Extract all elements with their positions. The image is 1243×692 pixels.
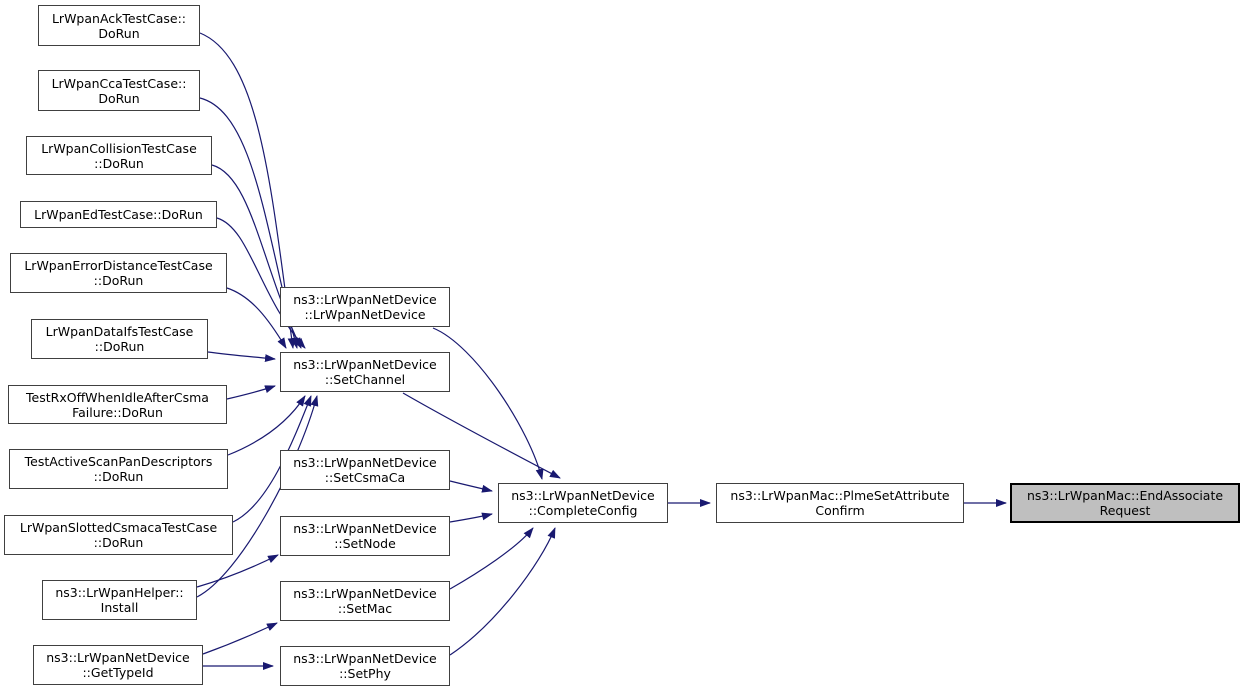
node-lrwpan-netdevice-completeconfig[interactable] [498, 483, 668, 523]
edge-activescan-to-setchannel [228, 396, 305, 455]
node-lrwpan-netdevice-constructor[interactable] [280, 287, 450, 327]
node-label-line: ::DoRun [93, 273, 144, 288]
node-lrwpan-ack-testcase-dorun[interactable] [38, 5, 200, 46]
node-label-line: ns3::LrWpanHelper:: [55, 585, 184, 600]
node-label-line: Confirm [815, 503, 865, 518]
node-lrwpanmac-endassociaterequest [1010, 483, 1240, 523]
node-label-line: ::SetPhy [339, 666, 391, 681]
node-label-line: ::CompleteConfig [528, 503, 638, 518]
node-lrwpan-error-distance-testcase-dorun[interactable] [10, 253, 227, 293]
node-label-line: LrWpanAckTestCase:: [51, 10, 187, 26]
node-lrwpan-netdevice-setchannel[interactable] [280, 352, 450, 392]
node-label-line: ns3::LrWpanMac::EndAssociate [1026, 488, 1224, 503]
edge-setmac-to-completeconfig [450, 528, 533, 589]
edge-setnode-to-completeconfig [450, 514, 492, 522]
node-label-line: LrWpanSlottedCsmacaTestCase [19, 520, 218, 535]
node-label-line: ns3::LrWpanNetDevice [293, 455, 437, 470]
node-lrwpan-dataifs-testcase-dorun[interactable] [31, 319, 208, 359]
node-label-line: ns3::LrWpanNetDevice [46, 650, 190, 665]
node-label-line: ns3::LrWpanNetDevice [293, 292, 437, 307]
node-lrwpan-collision-testcase-dorun[interactable] [26, 136, 212, 175]
node-lrwpan-cca-testcase-dorun[interactable] [38, 70, 200, 111]
node-label-line: LrWpanEdTestCase::DoRun [34, 207, 203, 222]
node-test-rxoff-when-idle-after-csma-failure-dorun[interactable] [8, 385, 227, 424]
node-label-line: ns3::LrWpanNetDevice [293, 651, 437, 666]
edge-setcsmaca-to-completeconfig [450, 481, 492, 491]
node-lrwpan-netdevice-setnode[interactable] [280, 516, 450, 556]
edge-rxoff-to-setchannel [227, 386, 275, 399]
node-label-line: ::SetChannel [324, 372, 406, 387]
node-lrwpan-netdevice-setcsmaca[interactable] [280, 450, 450, 490]
node-label-line: ::DoRun [93, 535, 144, 550]
edge-gettypeid-to-setmac [203, 623, 277, 654]
node-label-line: ::SetCsmaCa [324, 470, 406, 485]
node-label-line: DoRun [98, 25, 140, 41]
node-lrwpan-slotted-csmaca-testcase-dorun[interactable] [4, 515, 233, 555]
node-label-line: ::SetMac [337, 601, 393, 616]
node-label-line: ns3::LrWpanNetDevice [293, 586, 437, 601]
node-label-line: ::DoRun [94, 155, 144, 171]
node-lrwpanmac-plmesetattributeconfirm[interactable] [716, 483, 964, 523]
node-label-line: LrWpanErrorDistanceTestCase [24, 258, 213, 273]
edge-dataifs-to-setchannel [208, 352, 275, 359]
node-lrwpan-ed-testcase-dorun[interactable] [20, 201, 217, 228]
edge-setphy-to-completeconfig [450, 528, 555, 655]
node-lrwpan-helper-install[interactable] [42, 580, 197, 620]
edge-install-to-setnode [197, 555, 278, 587]
node-label-line: ::DoRun [94, 339, 145, 354]
node-lrwpan-netdevice-gettypeid[interactable] [33, 645, 203, 685]
node-label-line: TestActiveScanPanDescriptors [24, 454, 213, 469]
node-label-line: ::SetNode [334, 536, 396, 551]
node-lrwpan-netdevice-setphy[interactable] [280, 646, 450, 686]
node-label-line: LrWpanCcaTestCase:: [51, 75, 187, 91]
node-label-line: ::LrWpanNetDevice [304, 307, 426, 322]
node-label-line: ns3::LrWpanNetDevice [293, 357, 437, 372]
node-label-line: Request [1099, 503, 1151, 518]
node-test-active-scan-pan-descriptors-dorun[interactable] [9, 449, 228, 489]
edge-errordistance-to-setchannel [227, 288, 286, 348]
node-label-line: ns3::LrWpanNetDevice [511, 488, 655, 503]
node-label-line: ns3::LrWpanMac::PlmeSetAttribute [730, 488, 950, 503]
node-label-line: ::GetTypeId [82, 665, 154, 680]
node-label-line: LrWpanDataIfsTestCase [45, 324, 194, 339]
node-label-line: LrWpanCollisionTestCase [41, 140, 197, 156]
node-label-line: ns3::LrWpanNetDevice [293, 521, 437, 536]
node-label-line: Failure::DoRun [72, 404, 163, 420]
node-lrwpan-netdevice-setmac[interactable] [280, 581, 450, 621]
node-label-line: TestRxOffWhenIdleAfterCsma [26, 389, 209, 405]
node-label-line: ::DoRun [93, 469, 144, 484]
node-label-line: Install [100, 600, 139, 615]
node-label-line: DoRun [98, 90, 140, 106]
